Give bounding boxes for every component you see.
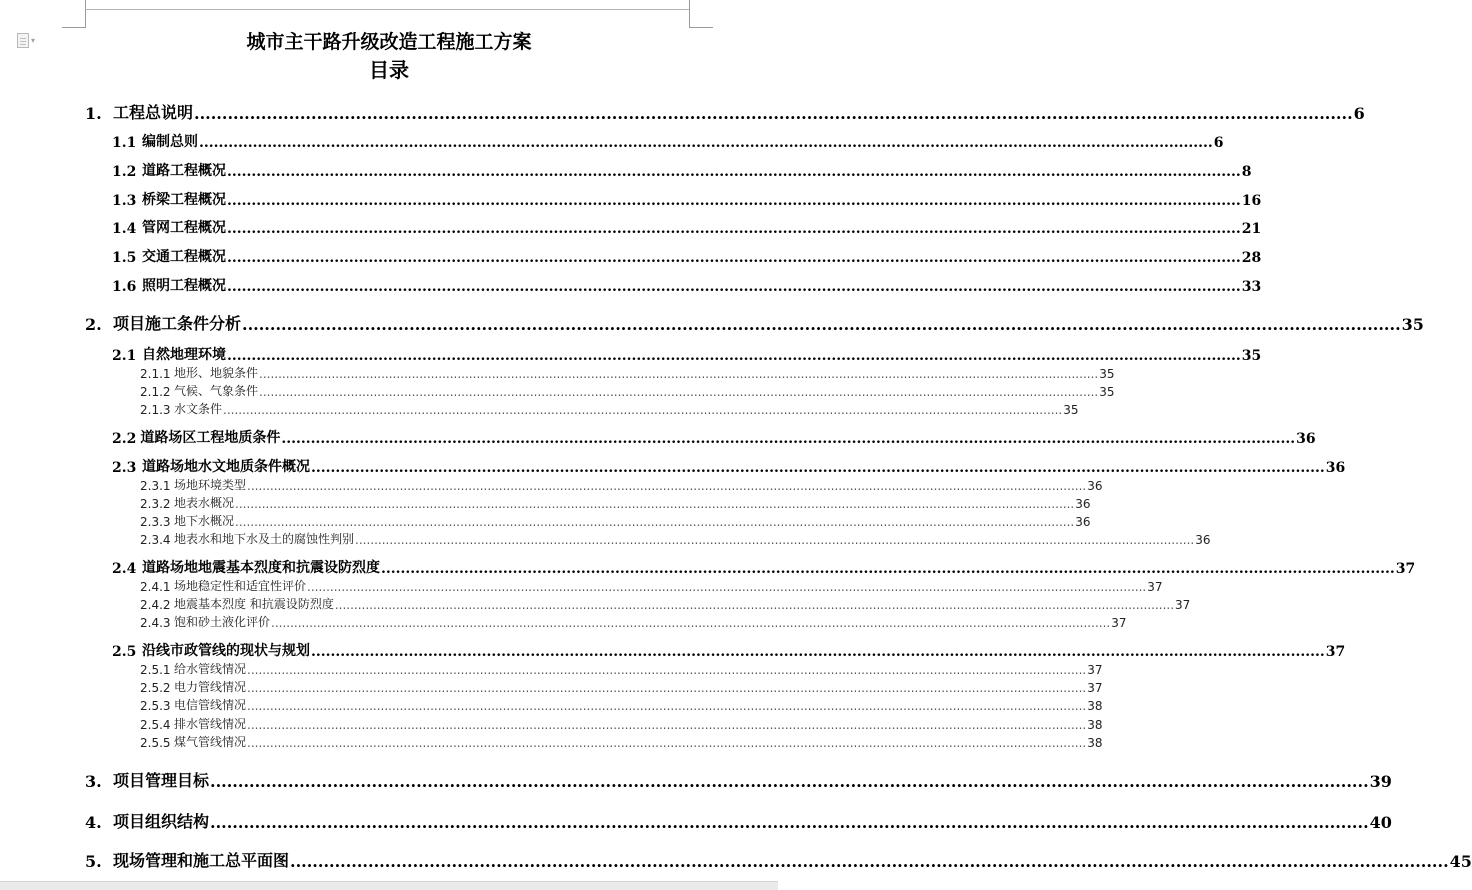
crop-mark-left-horizontal: [62, 27, 86, 28]
toc-entry[interactable]: 2.5.1 给水管线情况 ............................................................................................................................................................................................................................ 37: [140, 662, 1103, 677]
dot-leader: ............................................................................................................................................................................................................................: [247, 663, 1087, 677]
toc-entry[interactable]: 2.1.1 地形、地貌条件 ............................................................................................................................................................................................................................ 35: [140, 366, 1115, 381]
toc-entry[interactable]: 2.2 道路场区工程地质条件 ................................................................................................................................................................................................................ 36: [112, 430, 1316, 447]
dot-leader: ............................................................................................................................................................................................................................: [247, 479, 1087, 493]
toc-entry[interactable]: 1.4 管网工程概况 ................................................................................................................................................................................................................ 21: [112, 220, 1262, 237]
toc-entry[interactable]: 2.1 自然地理环境 ................................................................................................................................................................................................................ 35: [112, 347, 1262, 364]
dot-leader: ................................................................................................................................................................................................................: [210, 813, 1369, 832]
toc-entry[interactable]: 2. 项目施工条件分析 ................................................................................................................................................................................................................ 35: [85, 314, 1424, 334]
dot-leader: ................................................................................................................................................................................................................: [210, 772, 1369, 791]
dot-leader: ............................................................................................................................................................................................................................: [223, 403, 1063, 417]
toc-entry[interactable]: 1.3 桥梁工程概况 ................................................................................................................................................................................................................ 16: [112, 192, 1262, 209]
dot-leader: ................................................................................................................................................................................................................: [311, 460, 1325, 476]
dropdown-arrow-icon: ▾: [31, 36, 36, 45]
toc-entry[interactable]: 2.1.2 气候、气象条件 ............................................................................................................................................................................................................................ 35: [140, 384, 1115, 399]
dot-leader: ............................................................................................................................................................................................................................: [307, 580, 1147, 594]
toc-entry[interactable]: 2.5 沿线市政管线的现状与规划 ................................................................................................................................................................................................................ 37: [112, 643, 1346, 660]
toc-entry[interactable]: 2.3.2 地表水概况 ............................................................................................................................................................................................................................ 36: [140, 496, 1091, 511]
crop-mark-right-vertical: [689, 0, 690, 28]
dot-leader: ................................................................................................................................................................................................................: [199, 135, 1213, 151]
dot-leader: ................................................................................................................................................................................................................: [281, 431, 1296, 447]
toc-entry[interactable]: 2.4.1 场地稳定性和适宜性评价 ............................................................................................................................................................................................................................ 37: [140, 579, 1163, 594]
toc-heading: 目录: [369, 58, 409, 82]
crop-mark-left-vertical: [85, 0, 86, 28]
toc-entry[interactable]: 2.5.4 排水管线情况 ............................................................................................................................................................................................................................ 38: [140, 717, 1103, 732]
dot-leader: ................................................................................................................................................................................................................: [311, 644, 1325, 660]
toc-entry[interactable]: 2.5.3 电信管线情况 ............................................................................................................................................................................................................................ 38: [140, 698, 1103, 713]
dot-leader: ............................................................................................................................................................................................................................: [247, 699, 1087, 713]
toc-entry[interactable]: 1.5 交通工程概况 ................................................................................................................................................................................................................ 28: [112, 249, 1262, 266]
dot-leader: ................................................................................................................................................................................................................: [227, 279, 1241, 295]
toc-entry[interactable]: 1.2 道路工程概况 ................................................................................................................................................................................................................ 8: [112, 163, 1252, 180]
dot-leader: ................................................................................................................................................................................................................: [194, 104, 1353, 123]
toc-entry[interactable]: 3. 项目管理目标 ................................................................................................................................................................................................................ 39: [85, 771, 1392, 791]
dot-leader: ............................................................................................................................................................................................................................: [235, 515, 1075, 529]
dot-leader: ............................................................................................................................................................................................................................: [334, 598, 1175, 612]
dot-leader: ............................................................................................................................................................................................................................: [247, 736, 1087, 750]
dot-leader: ............................................................................................................................................................................................................................: [247, 681, 1087, 695]
toc-entry[interactable]: 2.3 道路场地水文地质条件概况 ................................................................................................................................................................................................................ 36: [112, 459, 1346, 476]
toc-entry[interactable]: 1.6 照明工程概况 ................................................................................................................................................................................................................ 33: [112, 278, 1262, 295]
toc-entry[interactable]: 2.3.1 场地环境类型 ............................................................................................................................................................................................................................ 36: [140, 478, 1103, 493]
toc-entry[interactable]: 1. 工程总说明 ................................................................................................................................................................................................................ 6: [85, 103, 1365, 123]
dot-leader: ............................................................................................................................................................................................................................: [271, 616, 1111, 630]
toc-entry[interactable]: 5. 现场管理和施工总平面图 ................................................................................................................................................................................................................ 45: [85, 851, 1472, 871]
dot-leader: ............................................................................................................................................................................................................................: [355, 533, 1195, 547]
dot-leader: ............................................................................................................................................................................................................................: [235, 497, 1075, 511]
crop-mark-right-horizontal: [689, 27, 713, 28]
crop-mark-top-line: [85, 9, 690, 10]
document-title: 城市主干路升级改造工程施工方案: [246, 31, 532, 53]
dot-leader: ................................................................................................................................................................................................................: [227, 348, 1241, 364]
dot-leader: ................................................................................................................................................................................................................: [290, 852, 1449, 871]
toc-entry[interactable]: 2.3.4 地表水和地下水及土的腐蚀性判别 ............................................................................................................................................................................................................................ 36: [140, 532, 1211, 547]
toc-entry[interactable]: 2.4.2 地震基本烈度 和抗震设防烈度 ............................................................................................................................................................................................................................ 37: [140, 597, 1191, 612]
toc-entry[interactable]: 2.4 道路场地地震基本烈度和抗震设防烈度 ................................................................................................................................................................................................................ 37: [112, 560, 1416, 577]
toc-entry[interactable]: 1.1 编制总则 ................................................................................................................................................................................................................ 6: [112, 134, 1224, 151]
toc-entry[interactable]: 4. 项目组织结构 ................................................................................................................................................................................................................ 40: [85, 812, 1392, 832]
dot-leader: ................................................................................................................................................................................................................: [242, 315, 1401, 334]
toc-entry[interactable]: 2.3.3 地下水概况 ............................................................................................................................................................................................................................ 36: [140, 514, 1091, 529]
dot-leader: ................................................................................................................................................................................................................: [227, 164, 1241, 180]
dot-leader: ................................................................................................................................................................................................................: [227, 250, 1241, 266]
dot-leader: ............................................................................................................................................................................................................................: [247, 718, 1087, 732]
dot-leader: ................................................................................................................................................................................................................: [227, 193, 1241, 209]
toc-entry[interactable]: 2.5.5 煤气管线情况 ............................................................................................................................................................................................................................ 38: [140, 735, 1103, 750]
dot-leader: ................................................................................................................................................................................................................: [381, 561, 1395, 577]
dot-leader: ............................................................................................................................................................................................................................: [259, 367, 1099, 381]
dot-leader: ............................................................................................................................................................................................................................: [259, 385, 1099, 399]
dot-leader: ................................................................................................................................................................................................................: [227, 221, 1241, 237]
toc-entry[interactable]: 2.4.3 饱和砂土液化评价 ............................................................................................................................................................................................................................ 37: [140, 615, 1127, 630]
page-gap-bar: [0, 881, 778, 890]
toc-entry[interactable]: 2.5.2 电力管线情况 ............................................................................................................................................................................................................................ 37: [140, 680, 1103, 695]
toc-entry[interactable]: 2.1.3 水文条件 ............................................................................................................................................................................................................................ 35: [140, 402, 1079, 417]
